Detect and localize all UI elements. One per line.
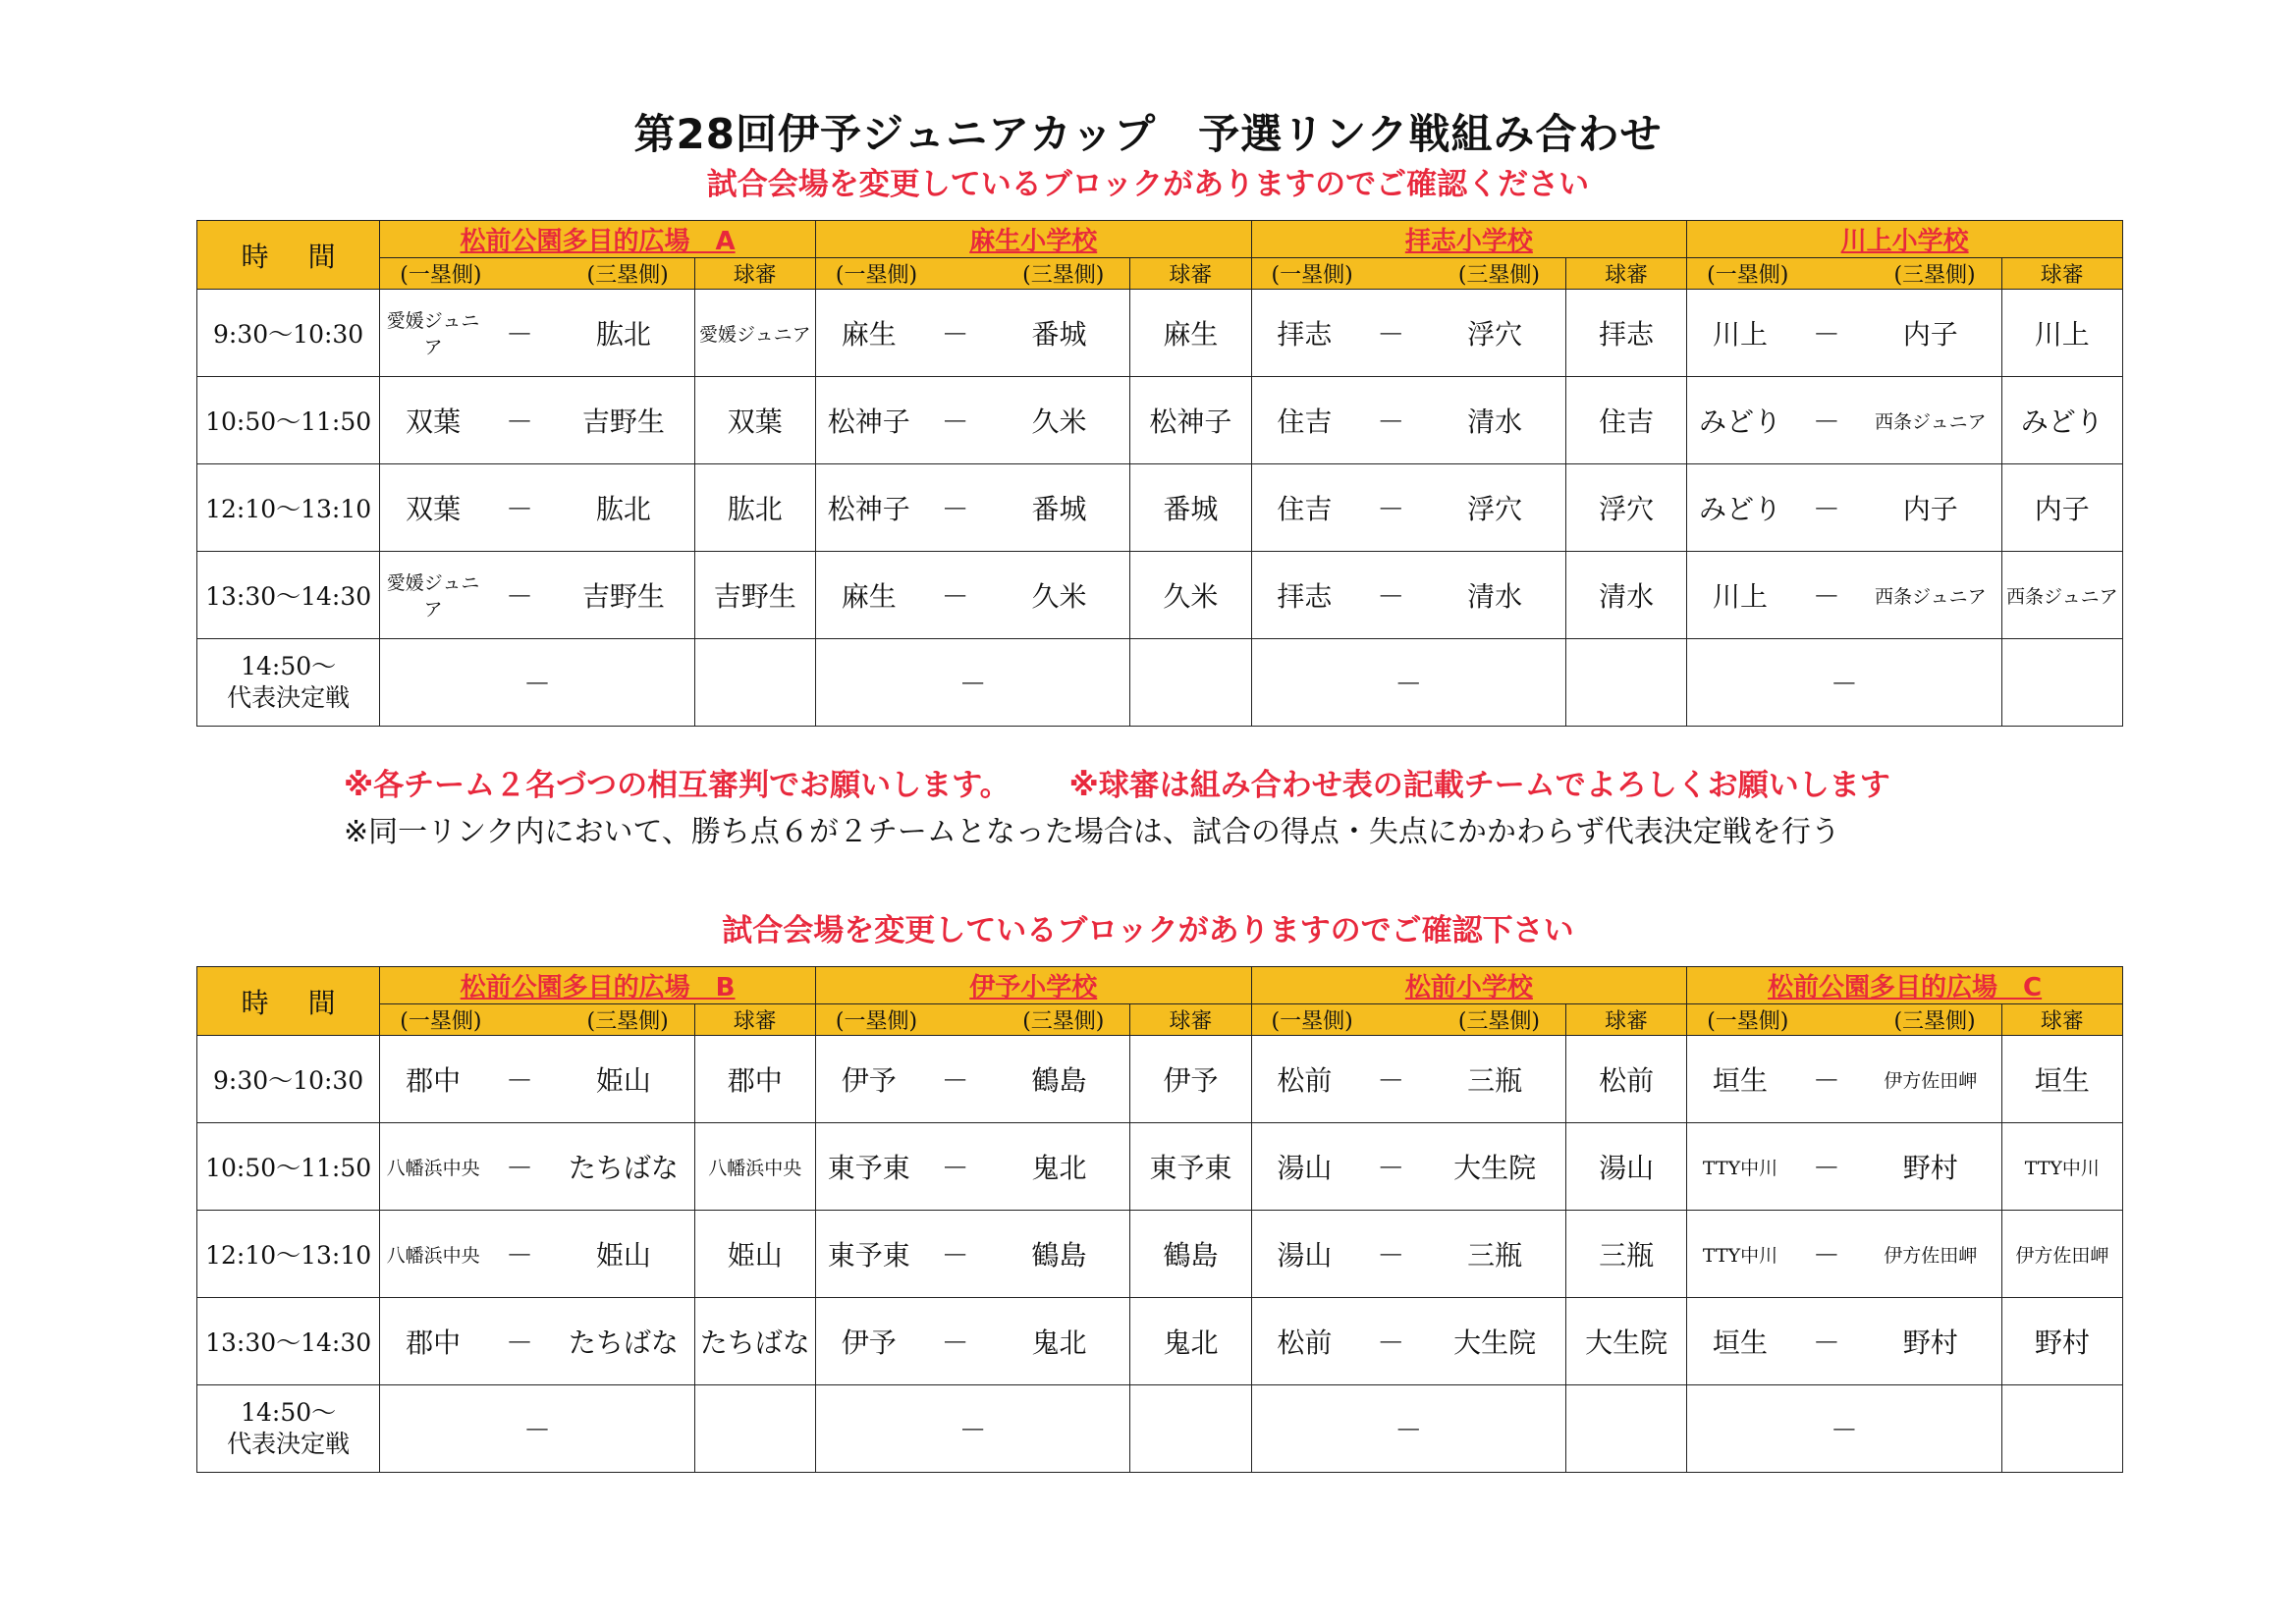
final-umpire bbox=[2001, 639, 2122, 727]
final-time: 14:50～ bbox=[241, 652, 337, 680]
table-row bbox=[197, 552, 2123, 639]
versus-dash: － bbox=[1357, 464, 1424, 552]
umpire-team: 大生院 bbox=[1566, 1298, 1687, 1385]
versus-dash: － bbox=[1357, 1298, 1424, 1385]
versus-dash: － bbox=[1357, 552, 1424, 639]
umpire-team: 住吉 bbox=[1565, 377, 1686, 464]
versus-dash: － bbox=[922, 464, 989, 552]
versus-dash: － bbox=[1793, 1211, 1860, 1298]
versus-dash: － bbox=[1793, 464, 1860, 552]
time-slot: 9:30～10:30 bbox=[197, 290, 380, 377]
umpire-team: 垣生 bbox=[2001, 1036, 2122, 1123]
third-base-team: 浮穴 bbox=[1424, 290, 1565, 377]
referee-notes bbox=[344, 760, 1890, 804]
final-umpire bbox=[1565, 639, 1686, 727]
third-base-team: 西条ジュニア bbox=[1860, 552, 2001, 639]
final-time-cell bbox=[197, 1385, 380, 1473]
final-row bbox=[197, 1385, 2123, 1473]
first-base-team: 双葉 bbox=[380, 377, 486, 464]
venue-header: 伊予小学校 bbox=[815, 967, 1251, 1004]
final-umpire bbox=[694, 639, 815, 727]
third-base-team: 肱北 bbox=[553, 290, 694, 377]
first-base-team: 双葉 bbox=[380, 464, 486, 552]
umpire-team: 吉野生 bbox=[694, 552, 815, 639]
versus-dash: － bbox=[1357, 377, 1424, 464]
first-base-team: 拝志 bbox=[1251, 552, 1357, 639]
final-umpire bbox=[1130, 1385, 1251, 1473]
umpire-team: 浮穴 bbox=[1565, 464, 1686, 552]
umpire-team: みどり bbox=[2001, 377, 2122, 464]
first-base-team: TTY中川 bbox=[1687, 1123, 1793, 1211]
third-base-team: 姫山 bbox=[553, 1211, 694, 1298]
first-base-team: 拝志 bbox=[1251, 290, 1357, 377]
umpire-team: 清水 bbox=[1565, 552, 1686, 639]
first-base-team: 八幡浜中央 bbox=[380, 1211, 486, 1298]
third-base-team: 番城 bbox=[989, 464, 1130, 552]
third-base-label: (三塁側) bbox=[586, 1009, 669, 1034]
umpire-label: 球審 bbox=[2001, 1004, 2122, 1036]
side-labels bbox=[1687, 258, 2001, 290]
umpire-team: 番城 bbox=[1130, 464, 1251, 552]
third-base-team: 大生院 bbox=[1424, 1298, 1565, 1385]
third-base-team: 内子 bbox=[1860, 464, 2001, 552]
umpire-team: 姫山 bbox=[694, 1211, 815, 1298]
umpire-label: 球審 bbox=[1130, 1004, 1251, 1036]
umpire-label: 球審 bbox=[1130, 258, 1251, 290]
first-base-team: 郡中 bbox=[380, 1036, 486, 1123]
umpire-team: 郡中 bbox=[694, 1036, 815, 1123]
third-base-team: 鬼北 bbox=[989, 1123, 1130, 1211]
versus-dash: － bbox=[1357, 1123, 1424, 1211]
third-base-label: (三塁側) bbox=[1022, 263, 1105, 288]
third-base-team: たちばな bbox=[553, 1298, 694, 1385]
third-base-team: 野村 bbox=[1860, 1123, 2001, 1211]
umpire-team: 湯山 bbox=[1566, 1123, 1687, 1211]
umpire-team: たちばな bbox=[694, 1298, 815, 1385]
umpire-label: 球審 bbox=[1565, 258, 1686, 290]
side-labels-wrap bbox=[1252, 1004, 1565, 1035]
side-labels bbox=[1251, 1004, 1565, 1036]
side-labels bbox=[1687, 1004, 2001, 1036]
final-match: － bbox=[1251, 1385, 1565, 1473]
versus-dash: － bbox=[922, 377, 989, 464]
first-base-team: 川上 bbox=[1687, 552, 1793, 639]
table-row bbox=[197, 377, 2123, 464]
table-row bbox=[197, 1298, 2123, 1385]
first-base-team: 川上 bbox=[1687, 290, 1793, 377]
side-labels-wrap bbox=[816, 258, 1129, 289]
first-base-team: 松神子 bbox=[815, 377, 921, 464]
versus-dash: － bbox=[1793, 1036, 1860, 1123]
first-base-team: みどり bbox=[1687, 464, 1793, 552]
first-base-team: 湯山 bbox=[1251, 1211, 1357, 1298]
third-base-team: 浮穴 bbox=[1424, 464, 1565, 552]
first-base-team: 八幡浜中央 bbox=[380, 1123, 486, 1211]
final-time-cell bbox=[197, 639, 380, 727]
side-labels bbox=[380, 1004, 694, 1036]
first-base-team: 垣生 bbox=[1687, 1298, 1793, 1385]
side-labels bbox=[815, 258, 1129, 290]
umpire-team: 東予東 bbox=[1130, 1123, 1251, 1211]
umpire-team: 西条ジュニア bbox=[2001, 552, 2122, 639]
time-slot: 10:50～11:50 bbox=[197, 377, 380, 464]
umpire-team: 伊予 bbox=[1130, 1036, 1251, 1123]
venue-header: 麻生小学校 bbox=[815, 221, 1251, 258]
versus-dash: － bbox=[1793, 377, 1860, 464]
third-base-team: 内子 bbox=[1860, 290, 2001, 377]
versus-dash: － bbox=[922, 1036, 989, 1123]
venue-header: 拝志小学校 bbox=[1251, 221, 1687, 258]
third-base-team: 伊方佐田岬 bbox=[1860, 1036, 2001, 1123]
third-base-label: (三塁側) bbox=[1457, 1009, 1540, 1034]
first-base-label: (一塁側) bbox=[1271, 1009, 1353, 1034]
time-slot: 10:50～11:50 bbox=[197, 1123, 380, 1211]
final-umpire bbox=[1130, 639, 1251, 727]
side-labels-wrap bbox=[1687, 1004, 2000, 1035]
final-row bbox=[197, 639, 2123, 727]
first-base-team: 松前 bbox=[1251, 1036, 1357, 1123]
umpire-team: 内子 bbox=[2001, 464, 2122, 552]
umpire-team: 愛媛ジュニア bbox=[694, 290, 815, 377]
time-slot: 13:30～14:30 bbox=[197, 552, 380, 639]
first-base-team: 松前 bbox=[1251, 1298, 1357, 1385]
final-match: － bbox=[380, 639, 694, 727]
versus-dash: － bbox=[486, 1298, 553, 1385]
first-base-team: 伊予 bbox=[815, 1298, 921, 1385]
final-match: － bbox=[1687, 639, 2001, 727]
umpire-team: 肱北 bbox=[694, 464, 815, 552]
versus-dash: － bbox=[922, 1298, 989, 1385]
first-base-team: 垣生 bbox=[1687, 1036, 1793, 1123]
side-labels bbox=[815, 1004, 1129, 1036]
first-base-team: 伊予 bbox=[815, 1036, 921, 1123]
versus-dash: － bbox=[922, 1123, 989, 1211]
side-labels bbox=[380, 258, 694, 290]
time-header: 時間 bbox=[197, 221, 380, 290]
versus-dash: － bbox=[486, 377, 553, 464]
umpire-team: 拝志 bbox=[1565, 290, 1686, 377]
final-match: － bbox=[380, 1385, 694, 1473]
third-base-team: 久米 bbox=[989, 552, 1130, 639]
versus-dash: － bbox=[1793, 1123, 1860, 1211]
venue-header: 松前公園多目的広場 B bbox=[380, 967, 816, 1004]
first-base-team: 麻生 bbox=[815, 552, 921, 639]
umpire-team: 川上 bbox=[2001, 290, 2122, 377]
schedule-table-1 bbox=[196, 220, 2123, 727]
umpire-team: 松前 bbox=[1566, 1036, 1687, 1123]
side-labels-wrap bbox=[380, 258, 693, 289]
venue-change-notice-bottom: 試合会場を変更しているブロックがありますのでご確認下さい bbox=[722, 913, 1574, 948]
side-labels-wrap bbox=[380, 1004, 693, 1035]
referee-note-2: ※球審は組み合わせ表の記載チームでよろしくお願いします bbox=[1068, 768, 1890, 803]
third-base-team: 吉野生 bbox=[553, 377, 694, 464]
third-base-team: 吉野生 bbox=[553, 552, 694, 639]
umpire-team: 伊方佐田岬 bbox=[2001, 1211, 2122, 1298]
first-base-team: 住吉 bbox=[1251, 464, 1357, 552]
umpire-team: 双葉 bbox=[694, 377, 815, 464]
third-base-team: 野村 bbox=[1860, 1298, 2001, 1385]
umpire-team: 久米 bbox=[1130, 552, 1251, 639]
first-base-label: (一塁側) bbox=[835, 1009, 918, 1034]
time-header: 時間 bbox=[197, 967, 380, 1036]
versus-dash: － bbox=[1357, 1211, 1424, 1298]
third-base-team: 鬼北 bbox=[989, 1298, 1130, 1385]
versus-dash: － bbox=[486, 1123, 553, 1211]
umpire-team: 八幡浜中央 bbox=[694, 1123, 815, 1211]
final-match: － bbox=[815, 1385, 1129, 1473]
final-match: － bbox=[815, 639, 1129, 727]
umpire-label: 球審 bbox=[1566, 1004, 1687, 1036]
first-base-label: (一塁側) bbox=[835, 263, 918, 288]
umpire-label: 球審 bbox=[2001, 258, 2122, 290]
first-base-team: 愛媛ジュニア bbox=[380, 290, 486, 377]
umpire-label: 球審 bbox=[694, 258, 815, 290]
versus-dash: － bbox=[922, 1211, 989, 1298]
venue-header: 川上小学校 bbox=[1687, 221, 2123, 258]
third-base-label: (三塁側) bbox=[1457, 263, 1540, 288]
third-base-label: (三塁側) bbox=[1893, 1009, 1976, 1034]
table-row bbox=[197, 1123, 2123, 1211]
side-labels-wrap bbox=[816, 1004, 1129, 1035]
umpire-team: 松神子 bbox=[1130, 377, 1251, 464]
versus-dash: － bbox=[486, 464, 553, 552]
first-base-team: TTY中川 bbox=[1687, 1211, 1793, 1298]
final-label: 代表決定戦 bbox=[227, 683, 351, 712]
third-base-team: たちばな bbox=[553, 1123, 694, 1211]
first-base-label: (一塁側) bbox=[1707, 1009, 1789, 1034]
umpire-team: 野村 bbox=[2001, 1298, 2122, 1385]
third-base-team: 三瓶 bbox=[1424, 1211, 1565, 1298]
first-base-team: 東予東 bbox=[815, 1211, 921, 1298]
third-base-team: 清水 bbox=[1424, 377, 1565, 464]
venue-change-notice-top: 試合会場を変更しているブロックがありますのでご確認ください bbox=[706, 167, 1590, 202]
time-slot: 13:30～14:30 bbox=[197, 1298, 380, 1385]
third-base-team: 久米 bbox=[989, 377, 1130, 464]
third-base-team: 清水 bbox=[1424, 552, 1565, 639]
time-slot: 12:10～13:10 bbox=[197, 464, 380, 552]
versus-dash: － bbox=[486, 290, 553, 377]
first-base-team: みどり bbox=[1687, 377, 1793, 464]
third-base-label: (三塁側) bbox=[1022, 1009, 1105, 1034]
umpire-team: 三瓶 bbox=[1566, 1211, 1687, 1298]
third-base-team: 三瓶 bbox=[1424, 1036, 1565, 1123]
side-labels bbox=[1251, 258, 1565, 290]
table-row bbox=[197, 1036, 2123, 1123]
final-umpire bbox=[1566, 1385, 1687, 1473]
venue-header: 松前小学校 bbox=[1251, 967, 1687, 1004]
first-base-team: 郡中 bbox=[380, 1298, 486, 1385]
umpire-team: 鶴島 bbox=[1130, 1211, 1251, 1298]
referee-note-1: ※各チーム２名づつの相互審判でお願いします。 bbox=[344, 768, 1011, 803]
first-base-team: 松神子 bbox=[815, 464, 921, 552]
first-base-team: 住吉 bbox=[1251, 377, 1357, 464]
umpire-team: TTY中川 bbox=[2001, 1123, 2122, 1211]
schedule-table-2 bbox=[196, 966, 2123, 1473]
third-base-team: 鶴島 bbox=[989, 1036, 1130, 1123]
third-base-team: 肱北 bbox=[553, 464, 694, 552]
versus-dash: － bbox=[486, 1036, 553, 1123]
side-labels-wrap bbox=[1252, 258, 1565, 289]
first-base-team: 東予東 bbox=[815, 1123, 921, 1211]
first-base-team: 愛媛ジュニア bbox=[380, 552, 486, 639]
third-base-team: 姫山 bbox=[553, 1036, 694, 1123]
table-row bbox=[197, 1211, 2123, 1298]
versus-dash: － bbox=[1793, 1298, 1860, 1385]
time-slot: 12:10～13:10 bbox=[197, 1211, 380, 1298]
versus-dash: － bbox=[1357, 1036, 1424, 1123]
versus-dash: － bbox=[486, 552, 553, 639]
time-slot: 9:30～10:30 bbox=[197, 1036, 380, 1123]
final-umpire bbox=[2001, 1385, 2122, 1473]
table-row bbox=[197, 464, 2123, 552]
versus-dash: － bbox=[922, 552, 989, 639]
versus-dash: － bbox=[922, 290, 989, 377]
versus-dash: － bbox=[1793, 552, 1860, 639]
umpire-team: 麻生 bbox=[1130, 290, 1251, 377]
page-title: 第28回伊予ジュニアカップ 予選リンク戦組み合わせ bbox=[633, 110, 1663, 158]
versus-dash: － bbox=[1357, 290, 1424, 377]
final-time: 14:50～ bbox=[241, 1398, 337, 1427]
umpire-team: 鬼北 bbox=[1130, 1298, 1251, 1385]
first-base-label: (一塁側) bbox=[400, 1009, 482, 1034]
final-match: － bbox=[1251, 639, 1565, 727]
first-base-label: (一塁側) bbox=[1707, 263, 1789, 288]
umpire-label: 球審 bbox=[694, 1004, 815, 1036]
third-base-label: (三塁側) bbox=[1893, 263, 1976, 288]
first-base-team: 湯山 bbox=[1251, 1123, 1357, 1211]
third-base-team: 番城 bbox=[989, 290, 1130, 377]
final-umpire bbox=[694, 1385, 815, 1473]
side-labels-wrap bbox=[1687, 258, 2000, 289]
third-base-team: 西条ジュニア bbox=[1860, 377, 2001, 464]
venue-header: 松前公園多目的広場 A bbox=[380, 221, 816, 258]
first-base-label: (一塁側) bbox=[1271, 263, 1353, 288]
venue-header: 松前公園多目的広場 C bbox=[1687, 967, 2123, 1004]
final-label: 代表決定戦 bbox=[227, 1430, 351, 1458]
third-base-team: 伊方佐田岬 bbox=[1860, 1211, 2001, 1298]
third-base-team: 大生院 bbox=[1424, 1123, 1565, 1211]
versus-dash: － bbox=[486, 1211, 553, 1298]
third-base-label: (三塁側) bbox=[586, 263, 669, 288]
versus-dash: － bbox=[1793, 290, 1860, 377]
tiebreak-note: ※同一リンク内において、勝ち点６が２チームとなった場合は、試合の得点・失点にかかわらず代表決定戦を行う bbox=[344, 815, 1840, 849]
final-match: － bbox=[1687, 1385, 2001, 1473]
first-base-label: (一塁側) bbox=[400, 263, 482, 288]
third-base-team: 鶴島 bbox=[989, 1211, 1130, 1298]
first-base-team: 麻生 bbox=[815, 290, 921, 377]
table-row bbox=[197, 290, 2123, 377]
